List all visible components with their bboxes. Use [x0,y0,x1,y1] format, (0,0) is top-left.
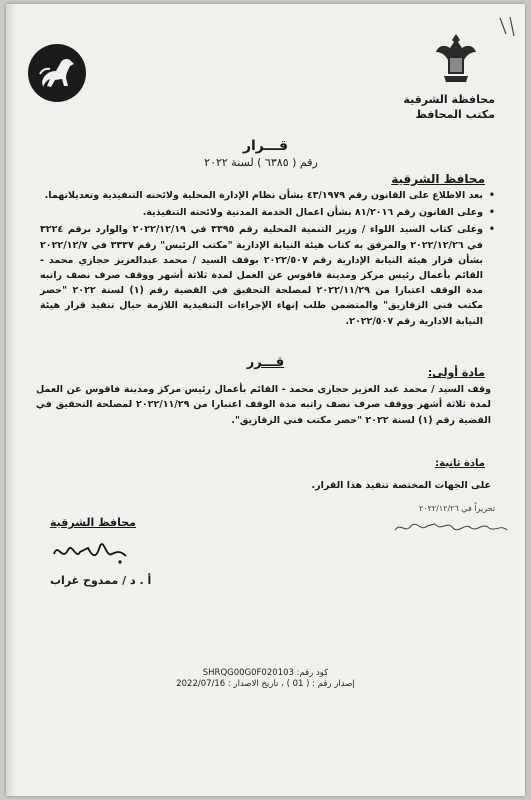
decision-number: رقم ( ٦٣٨٥ ) لسنة ٢٠٢٢ [204,156,318,169]
handwritten-mark [496,14,520,40]
handwritten-date [391,514,511,540]
preamble-item: • وعلى القانون رقم ٨١/٢٠١٦ بشأن اعمال الخدمة المدنية ولائحته التنفيذية. [40,205,495,220]
signature-title: محافظ الشرقية [50,516,136,529]
preamble-item: • وعلى كتاب السيد اللواء / وزير التنمية المحلية رقم ٣٣٩٥ في ٢٠٢٢/١٢/١٩ والوارد برقم ٣٢٢٤ في ٢٠٢٢/١٢/٢٦ والمرفق به كتاب هيئة النيابة الإدارية "مكتب الرئيس" رقم ٣٣٣٧ في ٢٠٢٢/١٢/٧ بشأن قرار هيئة النيابة الإدارية رقم ٢٠٢٢/٥٠٧ بوقف السيد / محمد عبدالعزيز حجازي محمد - القائم بأعمال رئيس مركز ومدينة فاقوس عن العمل لمدة ثلاثة أشهر ووقف صرف نصف راتبه مدة الوقف اعتبارا من ٢٠٢٢/١١/٢٩ لمصلحة التحقيق في القضية رقم (١) لسنة ٢٠٢٢ "حصر مكتب فني الزقازيق" والمتضمن طلب إنهاء الإجراءات التنفيذية اللازمة حيال تنفيذ قرار هيئة النيابة الادارية رقم ٢٠٢٢/٥٠٧. [40,222,495,328]
footer-issue-label: إصدار رقم : ( 01 ) ، تاريخ الاصدار : [227,679,355,689]
footer-code: SHRQG00G0F020103 [202,668,294,678]
footer-code-row [6,668,525,679]
preamble-list [40,188,495,331]
issuing-office [403,92,495,122]
office-name: مكتب المحافظ [415,108,495,121]
decides-heading: قـــرر [246,355,285,370]
footer-code-label: كود رقم: [296,668,329,678]
document-page [6,4,525,796]
decision-title: قـــرار [242,138,289,154]
signature-icon [50,536,130,566]
article-2-body: على الجهات المختصة تنفيذ هذا القرار. [311,480,491,491]
horse-logo-icon [28,44,86,102]
article-2-heading: مادة ثانية: [435,458,485,469]
issued-date: تحريراً في ٢٠٢٢/١٢/٢٦ [418,504,495,513]
governorate-name: محافظة الشرقية [403,93,495,106]
preamble-item: • بعد الاطلاع على القانون رقم ٤٣/١٩٧٩ بشأن نظام الإدارة المحلية ولائحته التنفيذية وتعديلاتهما. [40,188,495,203]
document-footer [6,668,525,690]
footer-issue-date: 2022/07/16 [176,679,226,689]
governor-name: أ . د / ممدوح غراب [50,574,152,587]
governor-heading: محافظ الشرقية [391,172,485,186]
article-1-body: وقف السيد / محمد عبد العزيز حجازى محمد - القائم بأعمال رئيس مركز ومدينة فاقوس عن العمل لمدة ثلاثة أشهر ووقف صرف نصف راتبه مدة الوقف اعتبارا من ٢٠٢٢/١١/٢٩ لمصلحة التحقيق في القضية رقم (١) لسنة ٢٠٢٢ "حصر مكتب فني الزقازيق". [36,384,491,426]
footer-issue-row [6,679,525,690]
eagle-emblem-icon [434,28,478,88]
article-1-heading: مادة أولى: [427,366,485,379]
